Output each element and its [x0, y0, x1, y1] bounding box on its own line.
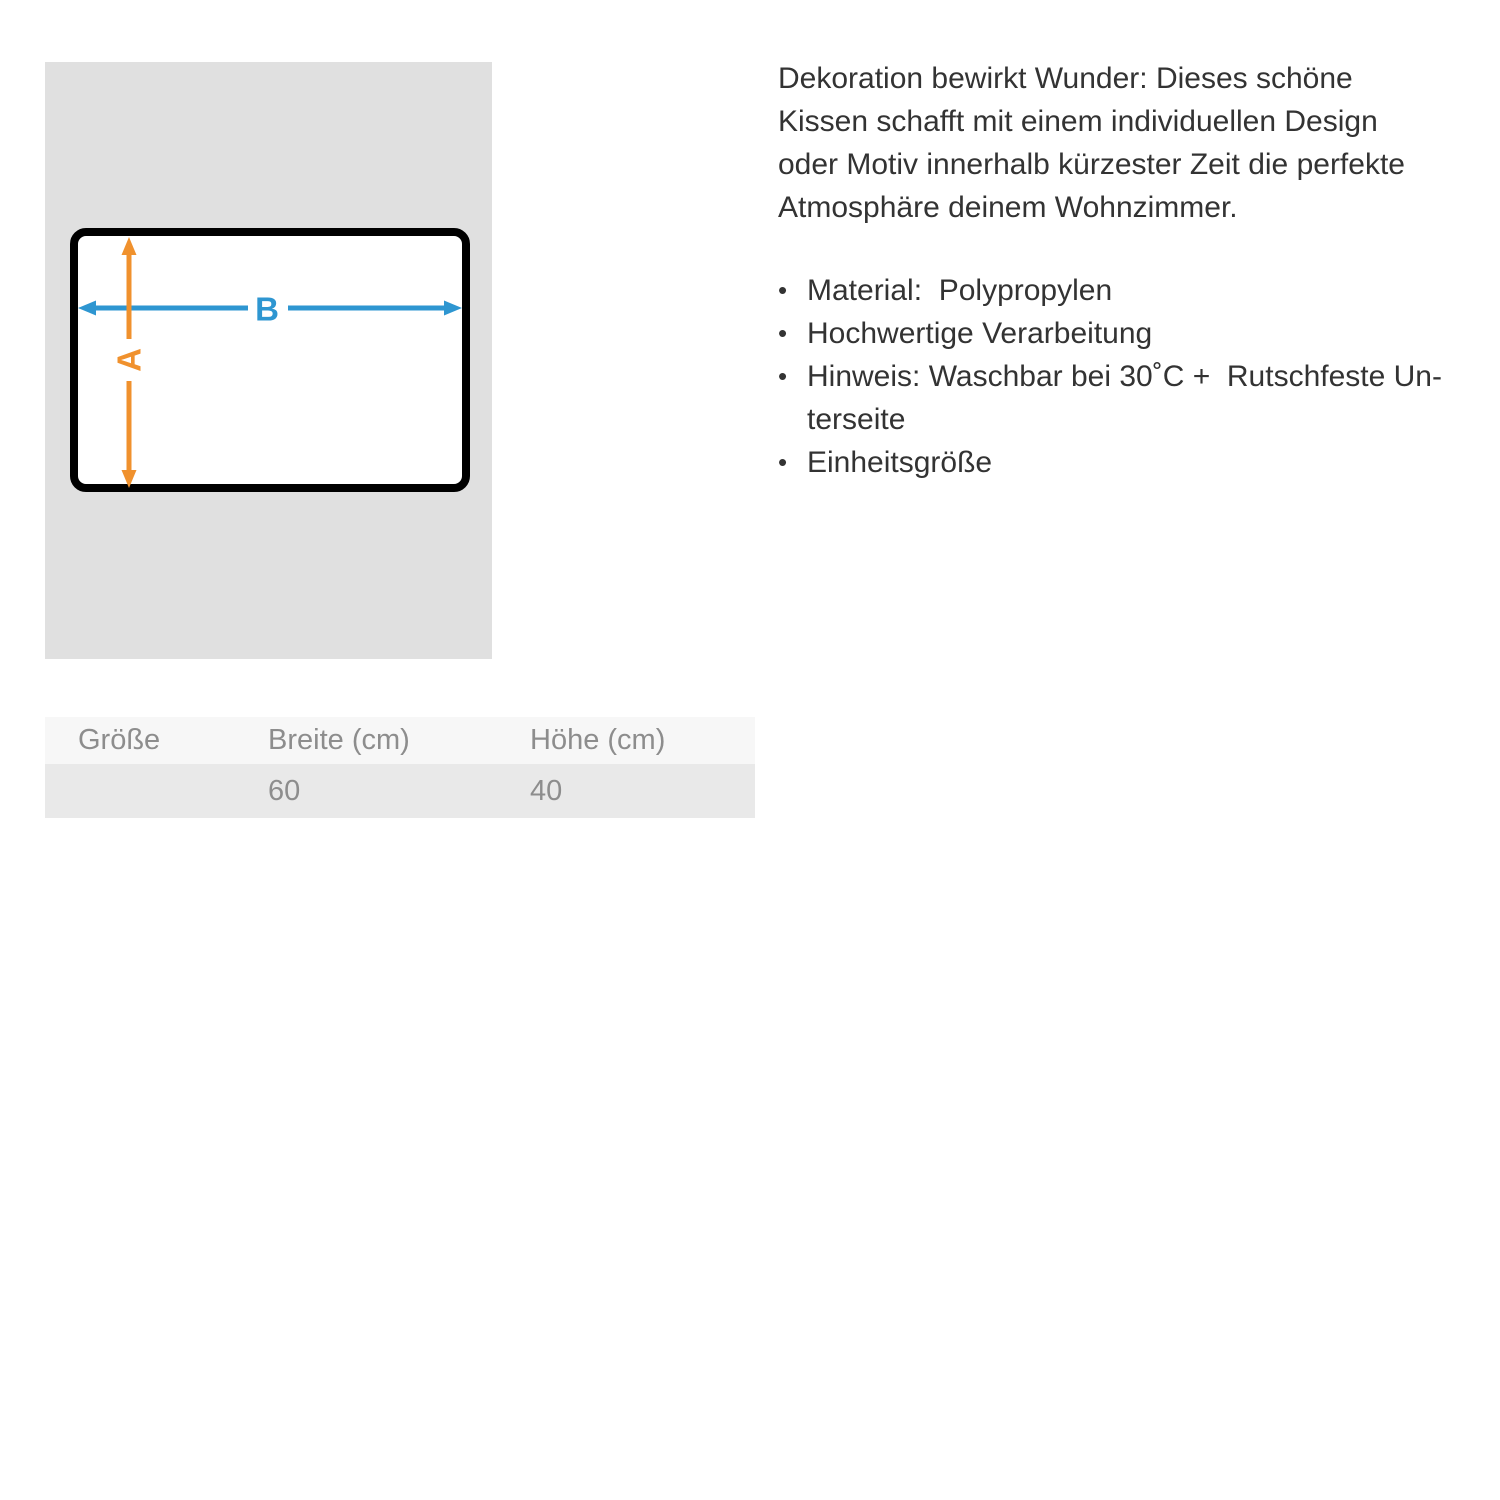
- bullet-icon: •: [778, 318, 788, 348]
- width-arrow-right-head: [444, 301, 462, 316]
- feature-text: Hinweis: Waschbar bei 30˚C + Rutschfeste Un- terseite: [807, 360, 1442, 436]
- bullet-icon: •: [778, 361, 788, 391]
- cell-hoehe: 40: [530, 764, 755, 818]
- feature-text: Material: Polypropylen: [807, 274, 1113, 307]
- feature-text: Einheitsgröße: [807, 446, 993, 479]
- size-table: [45, 717, 755, 818]
- size-table-row: [45, 764, 755, 818]
- bullet-icon: •: [778, 275, 788, 305]
- bullet-icon: •: [778, 447, 788, 477]
- intro-line: Kissen schafft mit einem individuellen Design: [778, 105, 1378, 138]
- size-diagram-box: [45, 62, 492, 659]
- column-header-breite: Breite (cm): [268, 717, 530, 764]
- width-dimension-label: B: [255, 290, 279, 328]
- feature-item-material: [778, 269, 1488, 312]
- intro-paragraph: [778, 57, 1488, 229]
- intro-line: oder Motiv innerhalb kürzester Zeit die perfekte: [778, 148, 1405, 181]
- intro-line: Atmosphäre deinem Wohnzimmer.: [778, 191, 1238, 224]
- feature-text: Hochwertige Verarbeitung: [807, 317, 1153, 350]
- height-dimension-label: A: [110, 348, 148, 372]
- intro-line: Dekoration bewirkt Wunder: Dieses schöne: [778, 62, 1353, 95]
- cell-groesse: [45, 764, 268, 818]
- height-arrow-bottom-head: [122, 470, 137, 488]
- feature-list: [778, 269, 1488, 484]
- feature-item-verarbeitung: [778, 312, 1488, 355]
- feature-item-einheitsgroesse: [778, 441, 1488, 484]
- cell-breite: 60: [268, 764, 530, 818]
- feature-item-hinweis: [778, 355, 1488, 441]
- column-header-hoehe: Höhe (cm): [530, 717, 755, 764]
- size-table-header-row: [45, 717, 755, 764]
- column-header-groesse: Größe: [45, 717, 268, 764]
- product-description: [778, 57, 1488, 484]
